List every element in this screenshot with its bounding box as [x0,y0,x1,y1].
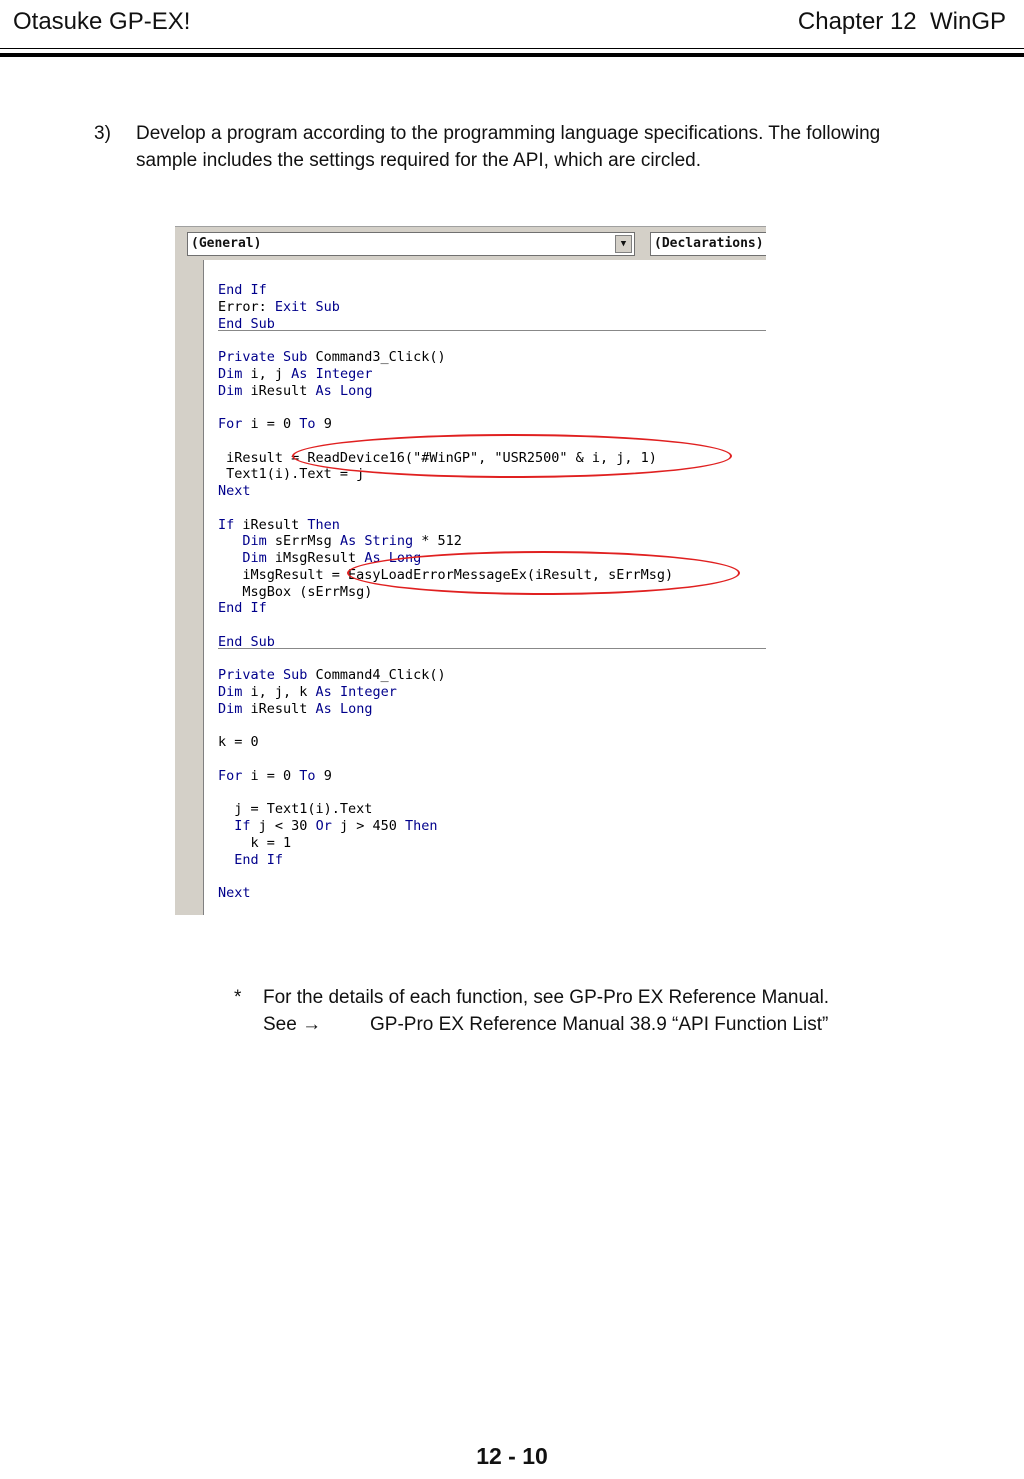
code-line: Dim iResult As Long [218,382,373,399]
code-line: For i = 0 To 9 [218,416,332,432]
code-line: End Sub [218,315,275,332]
code-line: If j < 30 Or j > 450 Then [234,818,438,834]
header-title: Otasuke GP-EX! [13,8,191,35]
code-line: iResult = ReadDevice16("#WinGP", "USR2500" & i, j, 1) [218,449,657,466]
code-line: Dim i, j, k As Integer [218,684,397,700]
step-text: Develop a program according to the programming language specifications. The following sample includes the settings required for the API, which are circled. [136,123,881,171]
code-line: End If [234,851,284,868]
code-line: If iResult Then [218,516,340,533]
code-line: k = 1 [218,834,292,851]
procedure-combo[interactable] [650,232,766,256]
code-line: Private Sub Command4_Click() [218,667,446,684]
code-line: Dim iResult As Long [218,700,373,717]
code-line: Dim i, j As Integer [218,365,373,382]
procedure-combo-value: (Declarations) [654,236,764,251]
procedure-separator [218,648,766,649]
chevron-down-icon[interactable]: ▼ [615,235,632,253]
note-marker: * [234,987,242,1008]
code-line: Error: Exit Sub [218,298,340,315]
code-line: Dim iMsgResult As Long [242,550,422,566]
code-line: MsgBox (sErrMsg) [218,583,373,600]
highlight-circle-easyloaderror [347,551,740,595]
highlight-circle-readdevice16 [292,434,732,478]
header-rule-thick [0,53,1024,57]
header-rule-thin [0,48,1024,49]
editor-margin [175,260,204,915]
step-number: 3) [94,123,111,144]
procedure-separator [218,330,766,331]
code-line: End Sub [218,633,275,650]
page-number: 12 - 10 [476,1443,548,1469]
code-line: End If [218,282,267,298]
code-line: Next [218,483,251,499]
header-chapter: Chapter 12 WinGP [797,8,1006,35]
object-combo-value: (General) [191,236,262,251]
code-line: Dim sErrMsg As String * 512 [242,533,462,550]
code-line: Text1(i).Text = j [218,466,365,483]
code-line: iMsgResult = EasyLoadErrorMessageEx(iResult, sErrMsg) [218,566,674,583]
code-line: End If [218,600,267,617]
code-line: Next [218,885,251,901]
code-line: For i = 0 To 9 [218,767,332,784]
code-editor-screenshot [175,226,766,915]
code-line: Private Sub Command3_Click() [218,349,446,365]
note-text: For the details of each function, see GP-Pro EX Reference Manual. [263,987,830,1008]
note-see-arrow: See → [263,1014,322,1035]
object-combo[interactable] [187,232,635,256]
note-reference-link[interactable]: GP-Pro EX Reference Manual 38.9 “API Function List” [370,1014,829,1035]
code-line: k = 0 [218,734,259,751]
editor-toolbar [175,226,766,261]
code-line: j = Text1(i).Text [218,801,373,818]
